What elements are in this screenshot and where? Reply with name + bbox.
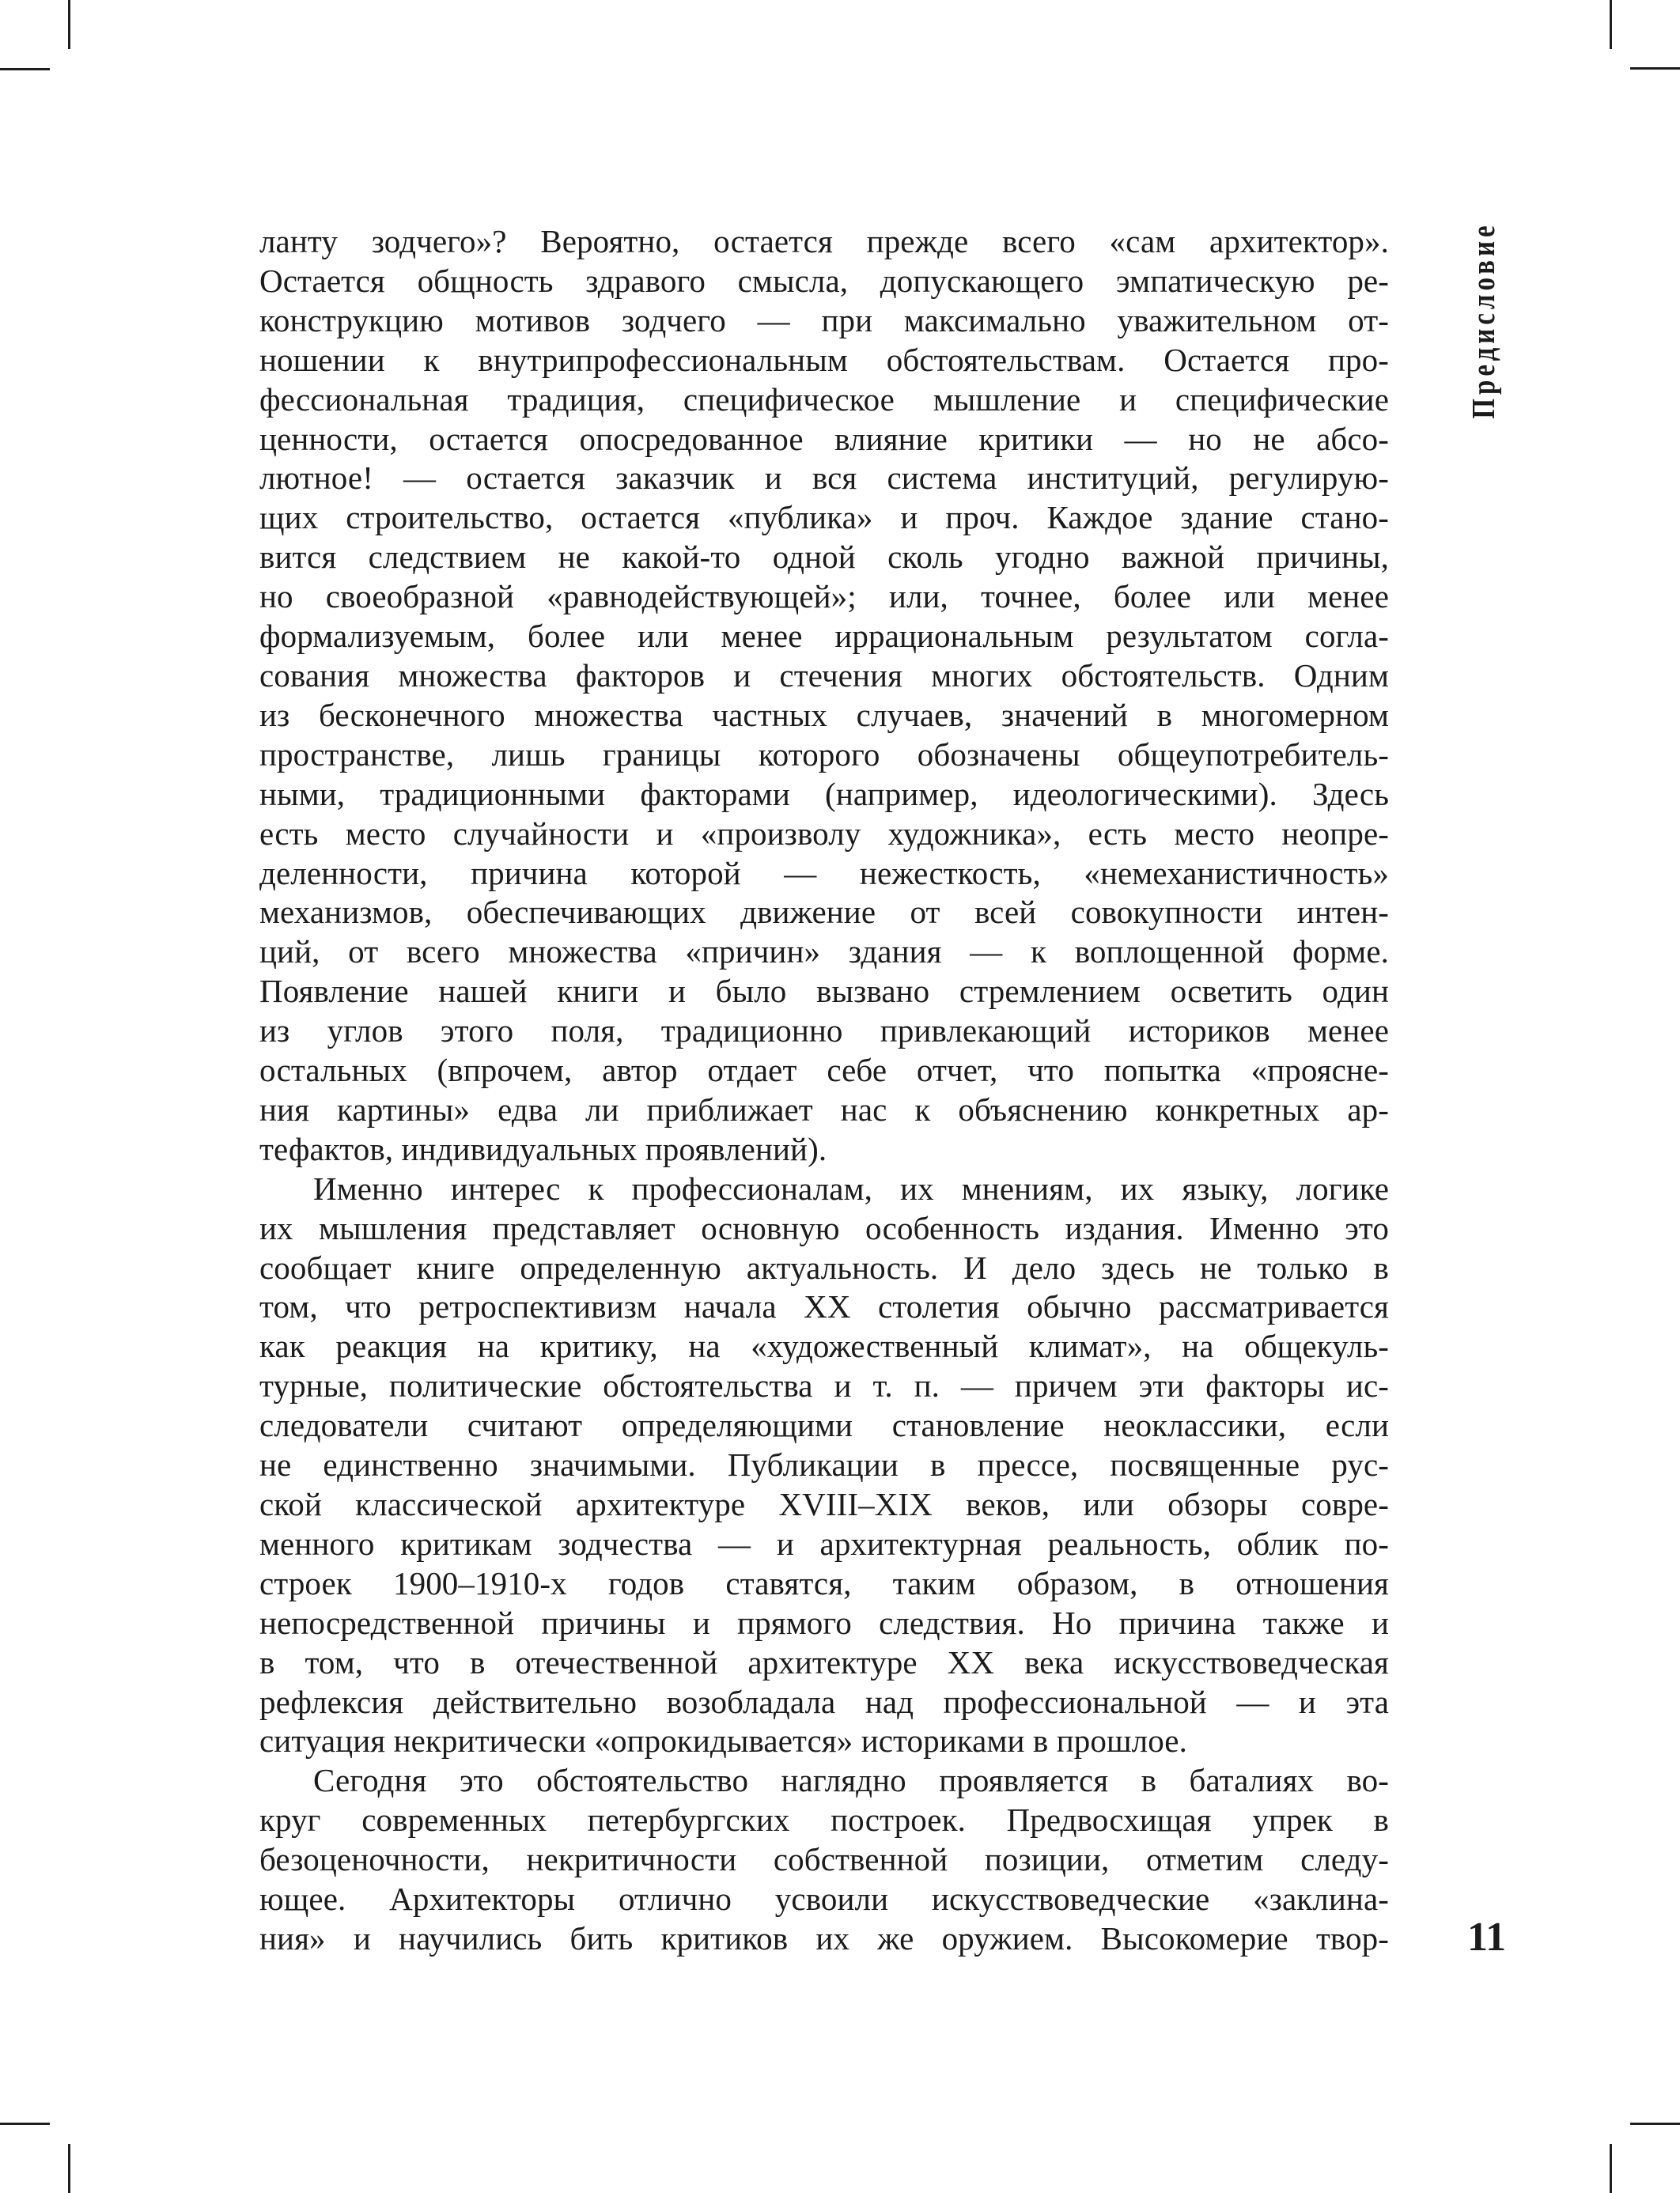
- text-line: фессиональная традиция, специфическое мышление и специфические: [259, 380, 1389, 418]
- page-number: 11: [1467, 1915, 1507, 1960]
- text-line: конструкцию мотивов зодчего — при максимально уважительном от-: [259, 301, 1389, 338]
- text-line: сования множества факторов и стечения многих обстоятельств. Одним: [259, 656, 1389, 694]
- text-line: как реакция на критику, на «художественный климат», на общекуль-: [259, 1328, 1389, 1365]
- text-line: формализуемым, более или менее иррациональным результатом согла-: [259, 618, 1389, 655]
- text-line: менного критикам зодчества — и архитектурная реальность, облик по-: [259, 1525, 1389, 1562]
- text-line: ния картины» едва ли приближает нас к объяснению конкретных ар-: [259, 1091, 1389, 1128]
- text-line: ций, от всего множества «причин» здания — к воплощенной форме.: [259, 933, 1389, 970]
- text-line: ланту зодчего»? Вероятно, остается прежде всего «сам архитектор».: [259, 223, 1389, 259]
- crop-mark-top-left-vertical: [68, 0, 70, 49]
- crop-mark-top-right-horizontal: [1630, 67, 1680, 70]
- text-line: не единственно значимыми. Публикации в прессе, посвященные рус-: [259, 1446, 1389, 1484]
- text-line: ния» и научились бить критиков их же оружием. Высокомерие твор-: [259, 1919, 1389, 1957]
- text-line: в том, что в отечественной архитектуре XX века искусствоведческая: [259, 1643, 1389, 1681]
- body-text: [259, 222, 1389, 1959]
- crop-mark-bottom-right-horizontal: [1630, 2123, 1680, 2125]
- text-line: Именно интерес к профессионалам, их мнениям, их языку, логике: [313, 1170, 1389, 1207]
- text-line: рефлексия действительно возобладала над профессиональной — и эта: [259, 1683, 1389, 1720]
- crop-mark-top-right-vertical: [1610, 0, 1612, 49]
- text-line: непосредственной причины и прямого следствия. Но причина также и: [259, 1604, 1389, 1641]
- text-line: ситуация некритически «опрокидывается» историками в прошлое.: [259, 1722, 1187, 1760]
- text-line: ской классической архитектуре XVIII–XIX веков, или обзоры совре-: [259, 1486, 1389, 1522]
- text-line: деленности, причина которой — нежесткость, «немеханистичность»: [259, 854, 1389, 891]
- text-line: сообщает книге определенную актуальность. И дело здесь не только в: [259, 1249, 1389, 1286]
- text-line: но своеобразной «равнодействующей»; или, точнее, более или менее: [259, 578, 1389, 615]
- text-line: строек 1900–1910-х годов ставятся, таким образом, в отношения: [259, 1564, 1389, 1601]
- text-line: круг современных петербургских построек. Предвосхищая упрек в: [259, 1802, 1389, 1839]
- text-line: ными, традиционными факторами (например, идеологическими). Здесь: [259, 775, 1389, 812]
- text-line: Остается общность здравого смысла, допускающего эмпатическую ре-: [259, 262, 1389, 299]
- text-line: щих строительство, остается «публика» и проч. Каждое здание стано-: [259, 499, 1389, 536]
- text-line: Сегодня это обстоятельство наглядно проявляется в баталиях во-: [313, 1762, 1389, 1799]
- text-line: ношении к внутрипрофессиональным обстоятельствам. Остается про-: [259, 341, 1389, 378]
- text-line: безоценочности, некритичности собственной позиции, отметим следу-: [259, 1841, 1389, 1878]
- crop-mark-bottom-right-vertical: [1610, 2144, 1612, 2193]
- crop-mark-top-left-horizontal: [0, 68, 50, 70]
- text-line: их мышления представляет основную особенность издания. Именно это: [259, 1209, 1389, 1246]
- text-line: механизмов, обеспечивающих движение от всей совокупности интен-: [259, 894, 1389, 931]
- text-line: остальных (впрочем, автор отдает себе отчет, что попытка «проясне-: [259, 1052, 1389, 1089]
- margin-label: Предисловие: [1466, 221, 1502, 419]
- text-line: ценности, остается опосредованное влияние критики — но не абсо-: [259, 420, 1389, 457]
- text-line: лютное! — остается заказчик и вся система институций, регулирую-: [259, 459, 1389, 497]
- text-line: тефактов, индивидуальных проявлений).: [259, 1130, 827, 1167]
- text-line: турные, политические обстоятельства и т. п. — причем эти факторы ис-: [259, 1367, 1389, 1405]
- text-line: из бесконечного множества частных случаев, значений в многомерном: [259, 696, 1389, 733]
- text-line: Появление нашей книги и было вызвано стремлением осветить один: [259, 973, 1389, 1010]
- crop-mark-bottom-left-vertical: [68, 2144, 70, 2193]
- text-line: вится следствием не какой-то одной сколь угодно важной причины,: [259, 539, 1389, 576]
- text-line: пространстве, лишь границы которого обозначены общеупотребитель-: [259, 735, 1389, 773]
- text-line: есть место случайности и «произволу художника», есть место неопре-: [259, 815, 1389, 852]
- text-line: из углов этого поля, традиционно привлекающий историков менее: [259, 1012, 1389, 1049]
- text-line: ющее. Архитекторы отлично усвоили искусствоведческие «заклина-: [259, 1881, 1389, 1918]
- text-line: следователи считают определяющими становление неоклассики, если: [259, 1407, 1389, 1444]
- text-line: том, что ретроспективизм начала XX столетия обычно рассматривается: [259, 1288, 1389, 1325]
- crop-mark-bottom-left-horizontal: [0, 2123, 50, 2125]
